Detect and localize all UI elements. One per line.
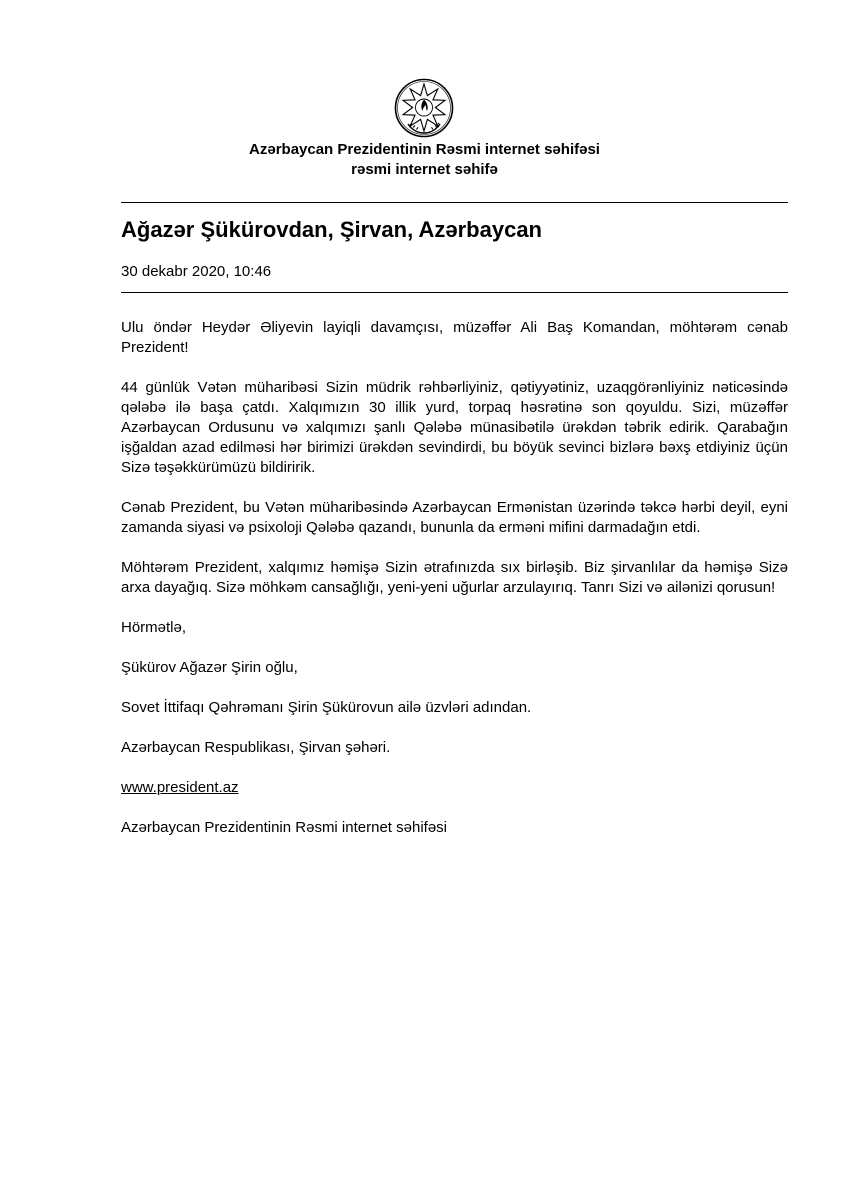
site-header — [0, 140, 849, 180]
site-header-subtitle: rəsmi internet səhifə — [351, 161, 498, 178]
article-paragraph: Cənab Prezident, bu Vətən müharibəsində Azərbaycan Ermənistan üzərində təkcə hərbi deyil, eyni zamanda siyasi və psixoloji Qələbə qazandı, bununla da erməni mifini darmadağın etdi. — [121, 499, 788, 536]
source-link[interactable]: www.president.az — [121, 779, 239, 796]
signature-location: Azərbaycan Respublikası, Şirvan şəhəri. — [121, 739, 391, 756]
header-divider — [121, 202, 788, 203]
article-paragraph: Möhtərəm Prezident, xalqımız həmişə Sizin ətrafınızda sıx birləşib. Biz şirvanlılar da həmişə Sizə arxa dayağıq. Sizə möhkəm cansağlığı, yeni-yeni uğurlar arzulayırıq. Tanrı Sizi və ailənizi qorusun! — [121, 559, 788, 596]
title-divider — [121, 292, 788, 293]
signature-name: Şükürov Ağazər Şirin oğlu, — [121, 659, 298, 676]
source-name: Azərbaycan Prezidentinin Rəsmi internet səhifəsi — [121, 819, 447, 836]
closing-greeting: Hörmətlə, — [121, 619, 187, 636]
state-emblem-icon — [394, 78, 454, 138]
article-body — [121, 318, 788, 838]
article-title: Ağazər Şükürovdan, Şirvan, Azərbaycan — [121, 217, 542, 242]
signature-affiliation: Sovet İttifaqı Qəhrəmanı Şirin Şükürovun ailə üzvləri adından. — [121, 699, 532, 716]
site-header-title: Azərbaycan Prezidentinin Rəsmi internet səhifəsi — [249, 141, 600, 158]
article-date: 30 dekabr 2020, 10:46 — [121, 263, 272, 280]
article-paragraph: Ulu öndər Heydər Əliyevin layiqli davamçısı, müzəffər Ali Baş Komandan, möhtərəm cənab Prezident! — [121, 319, 788, 356]
article-paragraph: 44 günlük Vətən müharibəsi Sizin müdrik rəhbərliyiniz, qətiyyətiniz, uzaqgörənliyiniz nəticəsində qələbə ilə başa çatdı. Xalqımızın 30 illik yurd, torpaq həsrətinə son qoyuldu. Sizi, müzəffər Azərbaycan Ordusunu və xalqımızı şanlı Qələbə münasibətilə ürəkdən təbrik edirik. Qarabağın işğaldan azad edilməsi hər birimizi ürəkdən sevindirdi, bu böyük sevinci bizlərə bəxş etdiyiniz üçün Sizə təşəkkürümüzü bildiririk. — [121, 379, 788, 476]
